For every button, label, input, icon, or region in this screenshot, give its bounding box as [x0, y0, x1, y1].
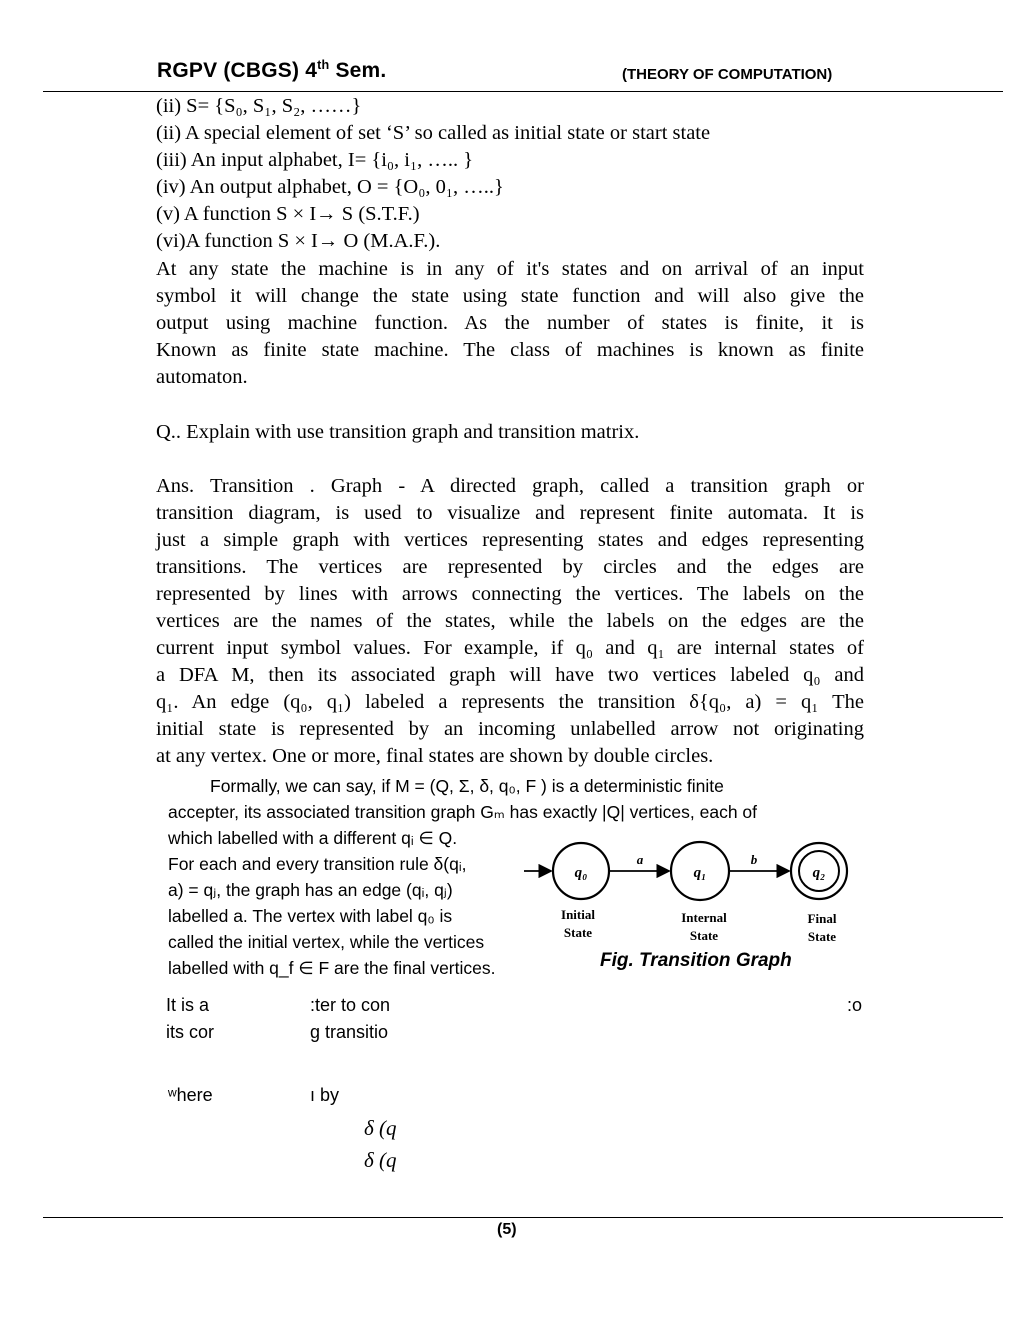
- footer-rule: [43, 1217, 1003, 1218]
- caption-line: Internal: [681, 910, 727, 925]
- definition-item: (iii) An input alphabet, I= {i₀, i₁, ….. }: [156, 149, 474, 171]
- edge-label-b: b: [750, 852, 758, 867]
- text-fragment: :o: [847, 995, 863, 1015]
- formal-line: called the initial vertex, while the vertices: [168, 932, 485, 952]
- paragraph-line: Known as finite state machine. The class of machines is known as finite: [156, 339, 864, 361]
- caption-line: Final: [807, 911, 837, 926]
- header-course: RGPV (CBGS) 4th Sem.: [157, 58, 387, 82]
- definition-item: (iv) An output alphabet, O = {O₀, 0₁, …..}: [156, 176, 504, 198]
- definition-item: (v) A function S × I→ S (S.T.F.): [156, 203, 420, 225]
- text-fragment: It is a: [166, 995, 210, 1015]
- caption-line: State: [807, 929, 837, 944]
- definition-item: (vi)A function S × I→ O (M.A.F.).: [156, 230, 441, 252]
- formal-line: For each and every transition rule δ(qᵢ,: [168, 854, 467, 874]
- paragraph-line: transition diagram, is used to visualize and represent finite automata. It is: [156, 502, 864, 524]
- text-fragment: ʷhere: [168, 1085, 213, 1105]
- paragraph-line: represented by lines with arrows connecting the vertices. The labels on the: [156, 583, 864, 605]
- header-subject: (THEORY OF COMPUTATION): [622, 66, 833, 83]
- header-rule: [43, 91, 1003, 92]
- caption-line: Initial: [561, 907, 595, 922]
- caption-internal-state: [664, 909, 744, 945]
- paragraph-line: just a simple graph with vertices representing states and edges representing: [156, 529, 864, 551]
- figure-caption: Fig. Transition Graph: [600, 950, 792, 971]
- page-number: (5): [497, 1221, 517, 1238]
- definition-item: (ii) A special element of set ‘S’ so called as initial state or start state: [156, 122, 711, 144]
- state-q2-label: q₂: [812, 865, 826, 881]
- formal-line: labelled a. The vertex with label q₀ is: [168, 906, 453, 926]
- text-fragment: :ter to con: [310, 995, 391, 1015]
- caption-line: State: [563, 925, 593, 940]
- formal-line: accepter, its associated transition graph Gₘ has exactly |Q| vertices, each of: [168, 802, 758, 822]
- paragraph-line: initial state is represented by an incoming unlabelled arrow not originating: [156, 718, 864, 740]
- paragraph-line: a DFA M, then its associated graph will have two vertices labeled q₀ and: [156, 664, 864, 686]
- paragraph-line: output using machine function. As the number of states is finite, it is: [156, 312, 864, 334]
- edge-label-a: a: [636, 852, 644, 867]
- paragraph-line: symbol it will change the state using state function and will also give the: [156, 285, 864, 307]
- caption-initial-state: [548, 906, 608, 942]
- formal-line: which labelled with a different qᵢ ∈ Q.: [168, 828, 458, 848]
- text-fragment: its cor: [166, 1022, 215, 1042]
- state-q1-label: q₁: [693, 865, 707, 881]
- definition-item: (ii) S= {S₀, S₁, S₂, ……}: [156, 95, 362, 117]
- formula-fragment: δ (q: [364, 1116, 397, 1140]
- text-fragment: ı by: [310, 1085, 340, 1105]
- paragraph-line: automaton.: [156, 366, 248, 388]
- formal-line: labelled with q_f ∈ F are the final vertices.: [168, 958, 496, 978]
- text-fragment: g transitio: [310, 1022, 389, 1042]
- paragraph-line: q₁. An edge (q₀, q₁) labeled a represents the transition δ{q₀, a) = q₁ The: [156, 691, 864, 713]
- caption-final-state: [792, 910, 852, 946]
- formal-line: Formally, we can say, if M = (Q, Σ, δ, q₀, F ) is a deterministic finite: [210, 776, 724, 796]
- formula-fragment: δ (q: [364, 1148, 397, 1172]
- paragraph-line: Ans. Transition . Graph - A directed graph, called a transition graph or: [156, 475, 864, 497]
- formal-line: a) = qⱼ, the graph has an edge (qᵢ, qⱼ): [168, 880, 453, 900]
- paragraph-line: current input symbol values. For example, if q₀ and q₁ are internal states of: [156, 637, 864, 659]
- transition-graph: [520, 836, 860, 916]
- state-q0-label: q₀: [574, 865, 588, 881]
- paragraph-line: vertices are the names of the states, while the labels on the edges are the: [156, 610, 864, 632]
- paragraph-line: At any state the machine is in any of it's states and on arrival of an input: [156, 258, 864, 280]
- caption-line: State: [689, 928, 719, 943]
- question: Q.. Explain with use transition graph and transition matrix.: [156, 421, 640, 443]
- fsm-paragraph: [156, 256, 864, 391]
- paragraph-line: transitions. The vertices are represented by circles and the edges are: [156, 556, 864, 578]
- paragraph-line: at any vertex. One or more, final states are shown by double circles.: [156, 745, 714, 767]
- answer-paragraph: [156, 473, 864, 770]
